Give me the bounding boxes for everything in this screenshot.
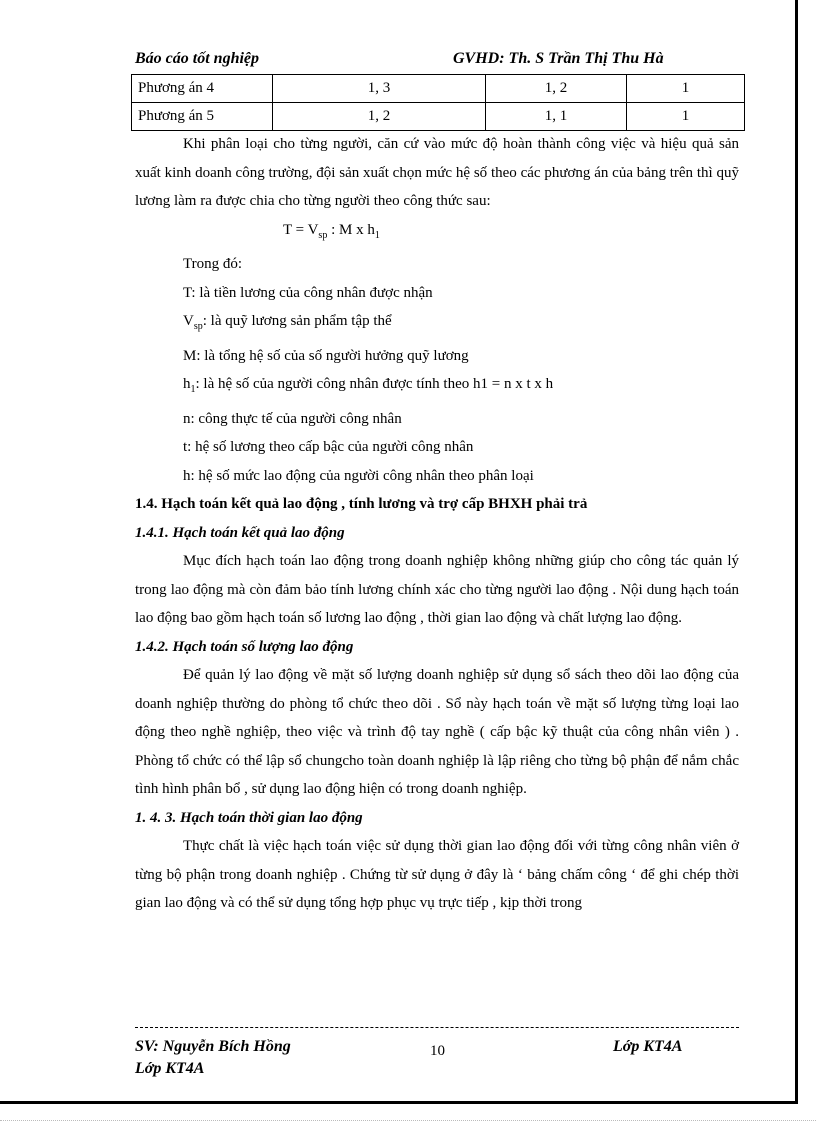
page-header: [135, 50, 735, 72]
definition-subscript: 1: [190, 384, 196, 395]
page-number: 10: [430, 1043, 445, 1059]
definition-h: h: hệ số mức lao động của người công nhân theo phân loại: [183, 467, 534, 484]
formula-part: : M x h: [327, 221, 375, 238]
definition-m: M: là tổng hệ số của số người hưởng quỹ lương: [183, 347, 469, 364]
section-heading-1-4: 1.4. Hạch toán kết quả lao động , tính lương và trợ cấp BHXH phải trả: [135, 496, 588, 512]
table-row: [132, 75, 745, 103]
definition-subscript: sp: [193, 321, 203, 332]
table-cell: 1, 2: [486, 75, 627, 103]
footer-student: SV: Nguyễn Bích Hồng: [135, 1038, 291, 1055]
definition-t-coef: t: hệ số lương theo cấp bậc của người công nhân: [183, 439, 474, 455]
document-body: [135, 130, 739, 918]
paragraph-1-4-1: Mục đích hạch toán lao động trong doanh nghiệp không những giúp cho công tác quản lý trong lao động mà còn đảm bảo tính lương chính xác cho từng người lao động . Nội dung hạch toán lao động bao gồm hạch toán số lương lao động , thời gian lao động và chất lượng lao động.: [135, 553, 739, 626]
definition-part: h: [183, 376, 191, 392]
table-cell: 1: [627, 75, 745, 103]
section-heading-1-4-2: 1.4.2. Hạch toán số lượng lao động: [135, 638, 354, 655]
page-edge-line: [0, 1120, 816, 1121]
table-cell-label: Phương án 4: [132, 75, 273, 103]
footer-class-right: Lớp KT4A: [613, 1038, 683, 1055]
definition-part: : là hệ số của người công nhân được tính theo h1 = n x t x h: [195, 376, 554, 392]
formula-subscript: sp: [318, 229, 328, 241]
table-cell: 1, 1: [486, 103, 627, 131]
coefficient-table: [131, 74, 745, 131]
table-row: [132, 103, 745, 131]
formula-subscript: 1: [374, 229, 380, 241]
table-cell: 1: [627, 103, 745, 131]
table-cell: 1, 2: [273, 103, 486, 131]
salary-formula: [135, 216, 739, 251]
footer-divider: [135, 1027, 739, 1028]
footer-class-left: Lớp KT4A: [135, 1060, 205, 1077]
definition-part: V: [183, 313, 194, 329]
section-heading-1-4-1: 1.4.1. Hạch toán kết quả lao động: [135, 524, 345, 541]
table-cell: 1, 3: [273, 75, 486, 103]
definition-n: n: công thực tế của người công nhân: [183, 410, 402, 427]
where-label: Trong đó:: [183, 256, 243, 272]
definition-h1: [135, 370, 739, 405]
header-supervisor: GVHD: Th. S Trần Thị Thu Hà: [453, 50, 664, 67]
formula-part: T = V: [283, 221, 319, 238]
paragraph-1-4-2: Để quản lý lao động về mặt số lượng doanh nghiệp sử dụng sổ sách theo dõi lao động của doanh nghiệp thường do phòng tổ chức theo dõi . Sổ này hạch toán về mặt số lượng từng loại lao động theo nghề nghiệp, theo việc và trình độ tay nghề ( cấp bậc kỹ thuật của công nhân viên ) . Phòng tổ chức có thể lập sổ chungcho toàn doanh nghiệp là lập riêng cho từng bộ phận để nắm chắc tình hình phân bổ , sử dụng lao động hiện có trong doanh nghiệp.: [135, 667, 739, 797]
definition-part: : là quỹ lương sản phẩm tập thể: [202, 313, 392, 329]
header-report-title: Báo cáo tốt nghiệp: [135, 50, 260, 67]
table-cell-label: Phương án 5: [132, 103, 273, 131]
definition-t: T: là tiền lương của công nhân được nhận: [183, 284, 433, 301]
definition-vsp: [135, 307, 739, 342]
paragraph-1-4-3: Thực chất là việc hạch toán việc sử dụng thời gian lao động đối với từng công nhân viên ở từng bộ phận trong doanh nghiệp . Chứng từ sử dụng ở đây là ‘ bảng chấm công ‘ để ghi chép thời gian lao động và có thể sử dụng tổng hợp phục vụ trực tiếp , kịp thời trong: [135, 838, 739, 911]
section-heading-1-4-3: 1. 4. 3. Hạch toán thời gian lao động: [135, 809, 363, 826]
paragraph-salary-split: Khi phân loại cho từng người, căn cứ vào mức độ hoàn thành công việc và hiệu quả sản xuất kinh doanh công trường, đội sản xuất chọn mức hệ số theo các phương án của bảng trên thì quỹ lương làm ra được chia cho từng người theo công thức sau:: [135, 136, 739, 209]
